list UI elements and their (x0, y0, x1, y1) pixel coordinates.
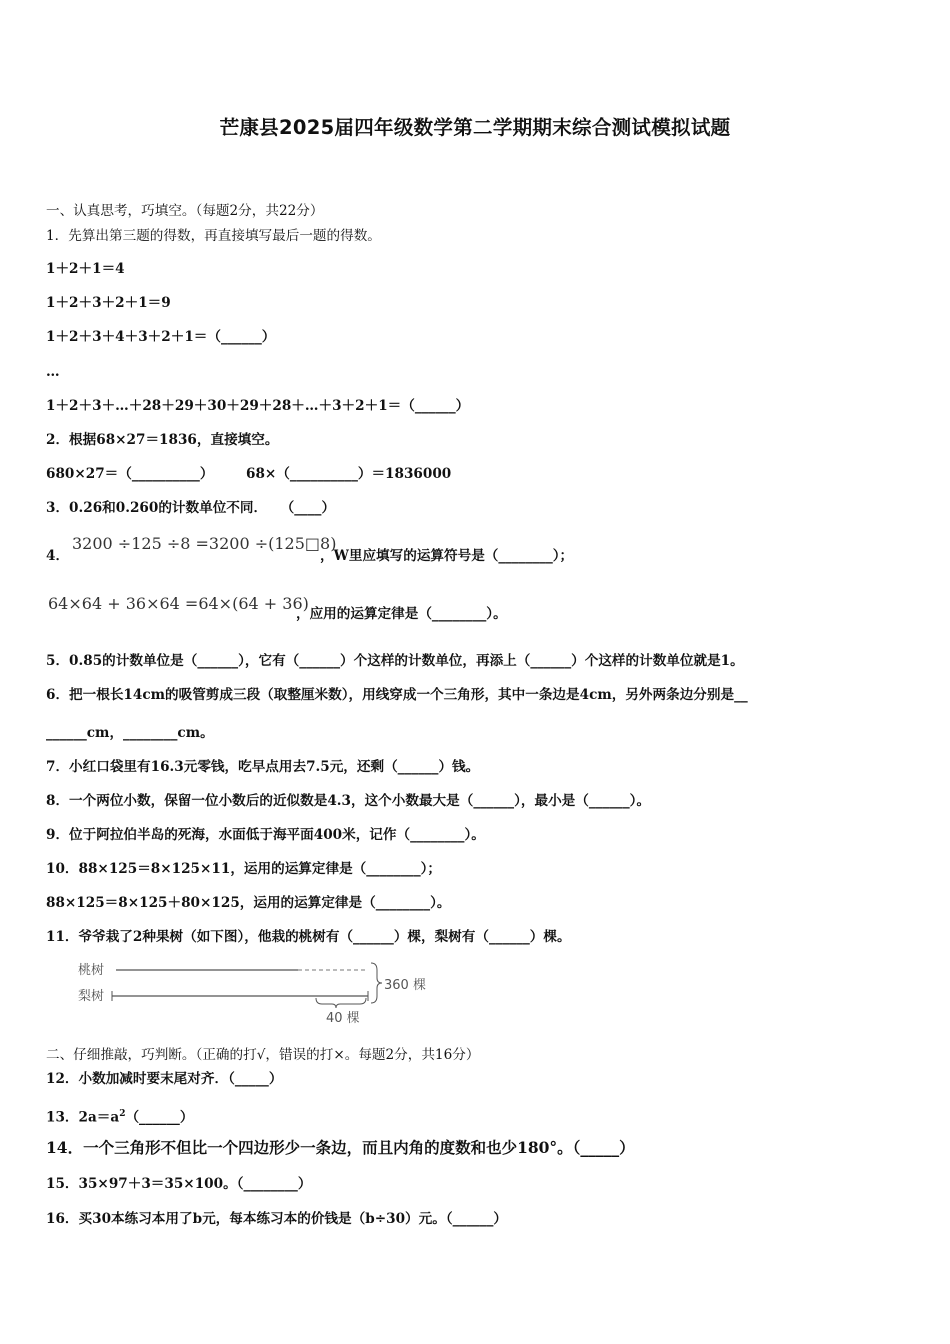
q5-text: 5．0.85的计数单位是（______），它有（______）个这样的计数单位，再添上（______）个这样的计数单位就是1。 (46, 653, 744, 669)
q11-text: 11．爷爷栽了2种果树（如下图），他栽的桃树有（______）棵，梨树有（______）棵。 (46, 929, 571, 945)
q1-line5: 1＋2＋3＋…＋28＋29＋30＋29＋28＋…＋3＋2＋1＝（______） (46, 398, 470, 414)
q2-blank-a: 680×27＝（__________） (46, 466, 214, 482)
section2-heading: 二、仔细推敲，巧判断。（正确的打√，错误的打×。每题2分，共16分） (46, 1047, 480, 1063)
q13-text (46, 1104, 193, 1128)
q4-number: 4． (46, 548, 70, 564)
pear-tree-label: 梨树 (78, 989, 105, 1004)
q16-text: 16．买30本练习本用了b元，每本练习本的价钱是（b÷30）元。（______） (46, 1211, 507, 1227)
q1-line3: 1＋2＋3＋4＋3＋2＋1＝（______） (46, 329, 276, 345)
q13-superscript: 2 (119, 1109, 126, 1119)
q12-text: 12．小数加减时要末尾对齐．（_____） (46, 1071, 283, 1087)
q13-blank: （______） (125, 1109, 194, 1126)
q1-line1: 1＋2＋1＝4 (46, 261, 125, 277)
q13-pre: 13．2a＝a (46, 1109, 120, 1126)
q1-text: 1．先算出第三题的得数，再直接填写最后一题的得数。 (46, 228, 381, 244)
q1-line2: 1＋2＋3＋2＋1＝9 (46, 295, 171, 311)
page-title: 芒康县2025届四年级数学第二学期期末综合测试模拟试题 (219, 116, 731, 139)
section1-heading: 一、认真思考，巧填空。（每题2分，共22分） (46, 203, 324, 219)
difference-label: 40 棵 (326, 1011, 360, 1026)
q8-text: 8．一个两位小数，保留一位小数后的近似数是4.3，这个小数最大是（______），最小是（______）。 (46, 793, 651, 809)
difference-brace (316, 998, 366, 1008)
q15-text: 15．35×97＋3＝35×100。（________） (46, 1176, 312, 1192)
q7-text: 7．小红口袋里有16.3元零钱，吃早点用去7.5元，还剩（______）钱。 (46, 759, 480, 775)
q4-expression-2: 64×64 + 36×64 =64×(64 + 36) (48, 594, 309, 613)
q2-blank-b: 68×（__________）＝1836000 (246, 466, 452, 482)
q1-line4: … (46, 364, 60, 380)
peach-tree-label: 桃树 (78, 963, 105, 978)
q3-text: 3．0.26和0.260的计数单位不同． （____） (46, 500, 336, 516)
q4-tail-2: ，应用的运算定律是（________）。 (296, 606, 507, 622)
q4-tail-1: ，W里应填写的运算符号是（________）； (320, 548, 574, 564)
q9-text: 9．位于阿拉伯半岛的死海，水面低于海平面400米，记作（________）。 (46, 827, 485, 843)
q4-expression-1: 3200 ÷125 ÷8 =3200 ÷(125□8) (72, 534, 337, 553)
q2-text: 2．根据68×27＝1836，直接填空。 (46, 432, 279, 448)
q6-continuation: ______cm，________cm。 (46, 725, 214, 741)
q10-line2: 88×125＝8×125＋80×125，运用的运算定律是（________）。 (46, 895, 451, 911)
fruit-tree-diagram (72, 958, 442, 1028)
q10-text: 10．88×125＝8×125×11，运用的运算定律是（________）； (46, 861, 442, 877)
q14-text: 14．一个三角形不但比一个四边形少一条边，而且内角的度数和也少180°。（_____） (46, 1138, 635, 1157)
total-count-label: 360 棵 (384, 978, 426, 993)
q6-text: 6．把一根长14cm的吸管剪成三段（取整厘米数），用线穿成一个三角形，其中一条边是4cm，另外两条边分别是__ (46, 687, 748, 703)
total-brace (371, 963, 382, 1003)
